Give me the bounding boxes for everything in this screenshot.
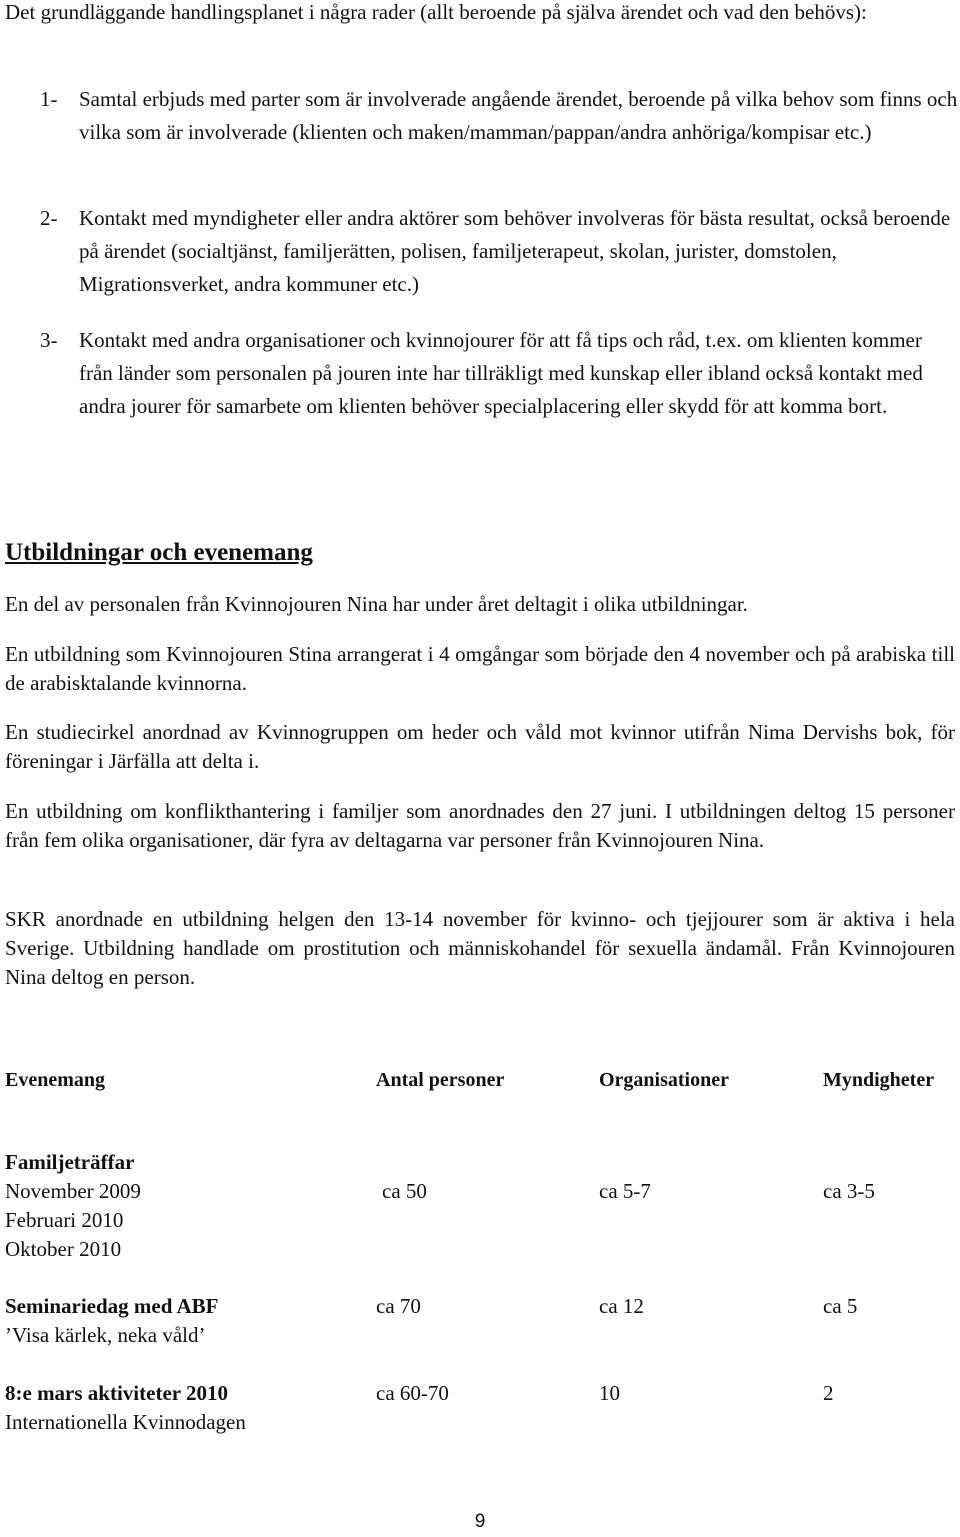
cell-organisationer: ca 5-7 (599, 1179, 651, 1203)
event-date: November 2009 (5, 1179, 141, 1203)
paragraph: En del av personalen från Kvinnojouren Nina har under året deltagit i olika utbildningar. (5, 592, 748, 616)
intro-text: Det grundläggande handlingsplanet i några rader (allt beroende på själva ärendet och vad den behövs): (5, 0, 867, 24)
page-number: 9 (474, 1511, 486, 1532)
paragraph: SKR anordnade en utbildning helgen den 13-14 november för kvinno- och tjejjourer som är aktiva i hela Sverige. Utbildning handlade om prostitution och människohandel för sexuella ändamål. Från Kvinnojouren Nina deltog en person. (5, 907, 955, 989)
cell-myndigheter: ca 5 (823, 1294, 858, 1318)
paragraph: En studiecirkel anordnad av Kvinnogruppen om heder och våld mot kvinnor utifrån Nima Dervishs bok, för föreningar i Järfälla att delta i. (5, 720, 955, 773)
header-myndigheter: Myndigheter (823, 1069, 935, 1091)
cell-organisationer: 10 (599, 1381, 620, 1405)
paragraph: En utbildning om konflikthantering i familjer som anordnades den 27 juni. I utbildningen deltog 15 personer från fem olika organisationer, där fyra av deltagarna var personer från Kvinnojouren Nina. (5, 799, 955, 852)
cell-myndigheter: ca 3-5 (823, 1179, 875, 1203)
header-evenemang: Evenemang (5, 1069, 105, 1091)
list-item-text: Kontakt med andra organisationer och kvinnojourer för att få tips och råd, t.ex. om klienten kommer från länder som personalen på jouren inte har tillräkligt med kunskap eller ibland också kontakt med andra jourer för samarbete om klienten behöver specialplacering eller skydd för att komma bort. (79, 328, 923, 418)
events-table-header (0, 1064, 960, 1096)
cell-organisationer: ca 12 (599, 1294, 644, 1318)
event-title: 8:e mars aktiviteter 2010 (5, 1381, 228, 1405)
event-title: Familjeträffar (5, 1150, 135, 1174)
paragraph: En utbildning som Kvinnojouren Stina arrangerat i 4 omgångar som började den 4 november och på arabiska till de arabisktalande kvinnorna. (5, 642, 955, 695)
cell-antal: ca 50 (382, 1179, 427, 1203)
list-number: 1- (40, 87, 58, 111)
header-antal-personer: Antal personer (376, 1069, 505, 1091)
header-organisationer: Organisationer (599, 1069, 729, 1091)
cell-myndigheter: 2 (823, 1381, 834, 1405)
event-title: Seminariedag med ABF (5, 1294, 219, 1318)
event-subtitle: Internationella Kvinnodagen (5, 1410, 246, 1434)
list-item-text: Samtal erbjuds med parter som är involverade angående ärendet, beroende på vilka behov som finns och vilka som är involverade (klienten och maken/mamman/pappan/andra anhöriga/kompisar etc.) (79, 87, 958, 144)
list-item-text: Kontakt med myndigheter eller andra aktörer som behöver involveras för bästa resultat, också beroende på ärendet (socialtjänst, familjerätten, polisen, familjeterapeut, skolan, jurister, domstolen, Migrationsverket, andra kommuner etc.) (79, 206, 951, 296)
list-number: 2- (40, 206, 58, 230)
section-heading: Utbildningar och evenemang (5, 539, 313, 566)
cell-antal: ca 60-70 (376, 1381, 449, 1405)
event-date: Oktober 2010 (5, 1237, 122, 1261)
event-subtitle: ’Visa kärlek, neka våld’ (5, 1323, 206, 1347)
cell-antal: ca 70 (376, 1294, 421, 1318)
list-number: 3- (40, 328, 58, 352)
event-date: Februari 2010 (5, 1208, 124, 1232)
